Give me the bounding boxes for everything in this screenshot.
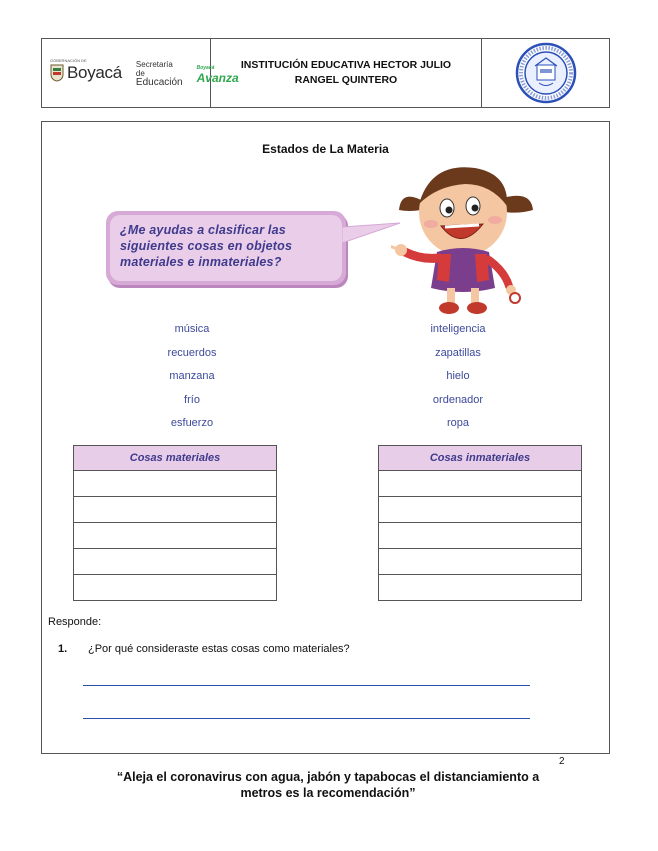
answer-cell[interactable]	[379, 549, 582, 575]
department-small-label: GOBERNACIÓN DE	[50, 58, 87, 63]
materiales-table	[73, 445, 277, 601]
materiales-table-header: Cosas materiales	[74, 446, 277, 471]
word-item: recuerdos	[167, 346, 217, 359]
girl-illustration-icon	[391, 160, 541, 320]
avanza-small-label: Boyacá	[196, 65, 215, 71]
answer-cell[interactable]	[379, 523, 582, 549]
word-list-left	[122, 318, 262, 436]
word-item: ropa	[446, 417, 470, 429]
question-1	[58, 643, 350, 655]
answer-line[interactable]	[83, 718, 530, 719]
answer-cell[interactable]	[74, 549, 277, 575]
answer-cell[interactable]	[379, 471, 582, 497]
coat-of-arms-icon	[50, 64, 64, 82]
word-item: manzana	[169, 370, 215, 382]
word-item: frío	[184, 393, 200, 406]
secretaria-line2: Educación	[135, 76, 183, 88]
inmateriales-table	[378, 445, 582, 601]
department-name: Boyacá	[67, 63, 122, 82]
school-seal-icon	[482, 39, 609, 107]
word-item: esfuerzo	[170, 417, 214, 429]
question-text: ¿Por qué consideraste estas cosas como materiales?	[88, 643, 350, 655]
responde-label: Responde:	[48, 616, 102, 628]
footer-quote: “Aleja el coronavirus con agua, jabón y tapabocas el distanciamiento a metros es la recomendación”	[116, 770, 540, 800]
word-list-right	[388, 318, 528, 436]
header-logos	[42, 39, 239, 107]
word-item: ordenador	[432, 393, 484, 406]
document-header	[41, 38, 610, 108]
avanza-label: Avanza	[196, 71, 239, 85]
inmateriales-table-header: Cosas inmateriales	[379, 446, 582, 471]
answer-cell[interactable]	[74, 497, 277, 523]
page-number: 2	[559, 756, 565, 767]
answer-cell[interactable]	[74, 471, 277, 497]
speech-bubble	[106, 211, 346, 285]
word-item: zapatillas	[435, 346, 481, 359]
worksheet-frame	[41, 121, 610, 754]
secretaria-line1: Secretaría de	[135, 59, 173, 78]
question-number: 1.	[58, 643, 68, 655]
speech-bubble-text: ¿Me ayudas a clasificar las siguientes cosas en objetos materiales e inmateriales?	[110, 215, 342, 281]
word-item: inteligencia	[430, 323, 486, 335]
worksheet-title: Estados de La Materia	[262, 142, 389, 156]
answer-line[interactable]	[83, 685, 530, 686]
secretaria-logo	[136, 60, 183, 87]
answer-cell[interactable]	[74, 523, 277, 549]
word-item: música	[174, 323, 210, 335]
institution-name: INSTITUCIÓN EDUCATIVA HECTOR JULIO RANGEL QUINTERO	[211, 39, 482, 107]
boyaca-logo	[50, 58, 122, 83]
answer-cell[interactable]	[379, 575, 582, 601]
word-item: hielo	[446, 370, 470, 382]
answer-cell[interactable]	[74, 575, 277, 601]
answer-cell[interactable]	[379, 497, 582, 523]
